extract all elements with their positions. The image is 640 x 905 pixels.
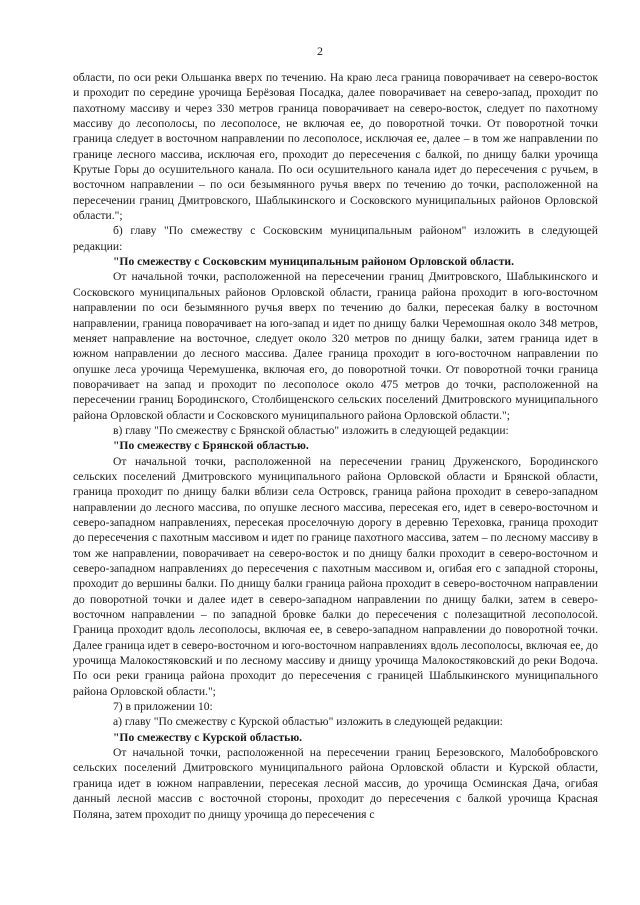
paragraph-item-b: б) главу "По смежеству с Сосковским муниципальным районом" изложить в следующей редакции: [73, 224, 598, 253]
paragraph-item-v: в) главу "По смежеству с Брянской областью" изложить в следующей редакции: [113, 423, 509, 437]
paragraph-bryansk-border: От начальной точки, расположенной на пересечении границ Друженского, Бородинского сельских поселений Дмитровского муниципального района Орловской области и Брянской области, граница проходит по днищу балки вблизи села Островск, граница района проходит в северо-западном направлении до лесного массива, по опушке лесного массива, пересекая его, идет в северо-восточном и северо-западном направлениях, пересекая проселочную дорогу в деревню Тереховка, граница проходит до пересечения с пахотным массивом и идет по границе пахотного массива, затем – по лесному массиву в том же направлении, поворачивает на северо-восток и по днищу балки проходит в северо-восточном и северо-западном направлениях до пересечения с пахотным массивом и, огибая его с западной стороны, проходит до вершины балки. По днищу балки граница района проходит в северо-восточном направлении до поворотной точки и далее идет в северо-западном направлении по днищу балки, затем в северо-восточном направлении – по западной бровке балки до пересечения с полезащитной лесополосой. Граница проходит вдоль лесополосы, включая ее, в северо-западном направлении до поворотной точки. Далее граница идет в северо-восточном и юго-восточном направлениях вдоль лесополосы, включая ее, до урочища Малокостяковский и по лесному массиву и днищу урочища Малокостяковский до реки Водоча. По оси реки граница района проходит до пересечения с границей Шаблыкинского муниципального района Орловской области."; [73, 454, 598, 698]
paragraph-item-a: а) главу "По смежеству с Курской областью" изложить в следующей редакции: [113, 715, 503, 729]
document-body [73, 70, 598, 822]
paragraph-olshanka: области, по оси реки Ольшанка вверх по течению. На краю леса граница поворачивает на северо-восток и проходит по середине урочища Берёзовая Посадка, далее поворачивает на северо-запад, проходит по пахотному массиву и через 330 метров граница поворачивает на северо-восток, следует по пахотному массиву до лесополосы, по лесополосе, не включая ее, до поворотной точки. От поворотной точки граница следует в восточном направлении по лесополосе, исключая ее, далее – в том же направлении по границе лесного массива, исключая его, проходит до пересечения с балкой, по днищу балки урочища Крутые Горы до осушительного канала. По оси осушительного канала идет до пересечения с ручьем, в восточном направлении – по оси безымянного ручья вверх по течению до точки, расположенной на пересечении границ Дмитровского, Шаблыкинского и Сосковского муниципальных районов Орловской области."; [73, 71, 598, 223]
page-number: 2 [317, 44, 323, 58]
heading-soskovsky: "По смежеству с Сосковским муниципальным районом Орловской области. [113, 255, 514, 269]
paragraph-item-7: 7) в приложении 10: [113, 700, 213, 714]
paragraph-soskovsky-border: От начальной точки, расположенной на пересечении границ Дмитровского, Шаблыкинского и Сосковского муниципальных районов Орловской области, граница района проходит в юго-восточном направлении по оси безымянного ручья вверх по течению до балки, пересекая балку в восточном направлении, граница поворачивает на юго-запад и идет по днищу балки Черемошная около 348 метров, меняет направление на восточное, следует около 320 метров по днищу балки, затем граница идет в южном направлении до лесного массива. Далее граница проходит в юго-восточном направлении по опушке леса урочища Черемушенка, включая его, до поворотной точки. От поворотной точки граница поворачивает на запад и проходит по лесополосе около 475 метров до точки, расположенной на пересечении границ Бородинского, Столбищенского сельских поселений Дмитровского муниципального района Орловской области и Сосковского муниципального района Орловской области."; [73, 270, 598, 422]
paragraph-kursk-border: От начальной точки, расположенной на пересечении границ Березовского, Малобобровского сельских поселений Дмитровского муниципального района Орловской области и Курской области, граница идет в южном направлении, пересекая лесной массив, до урочища Осминская Дача, огибая данный лесной массив с восточной стороны, проходит до пересечения с балкой урочища Красная Поляна, затем проходит по днищу урочища до пересечения с [73, 746, 598, 821]
heading-kursk: "По смежеству с Курской областью. [113, 730, 303, 744]
heading-bryansk: "По смежеству с Брянской областью. [113, 439, 309, 453]
